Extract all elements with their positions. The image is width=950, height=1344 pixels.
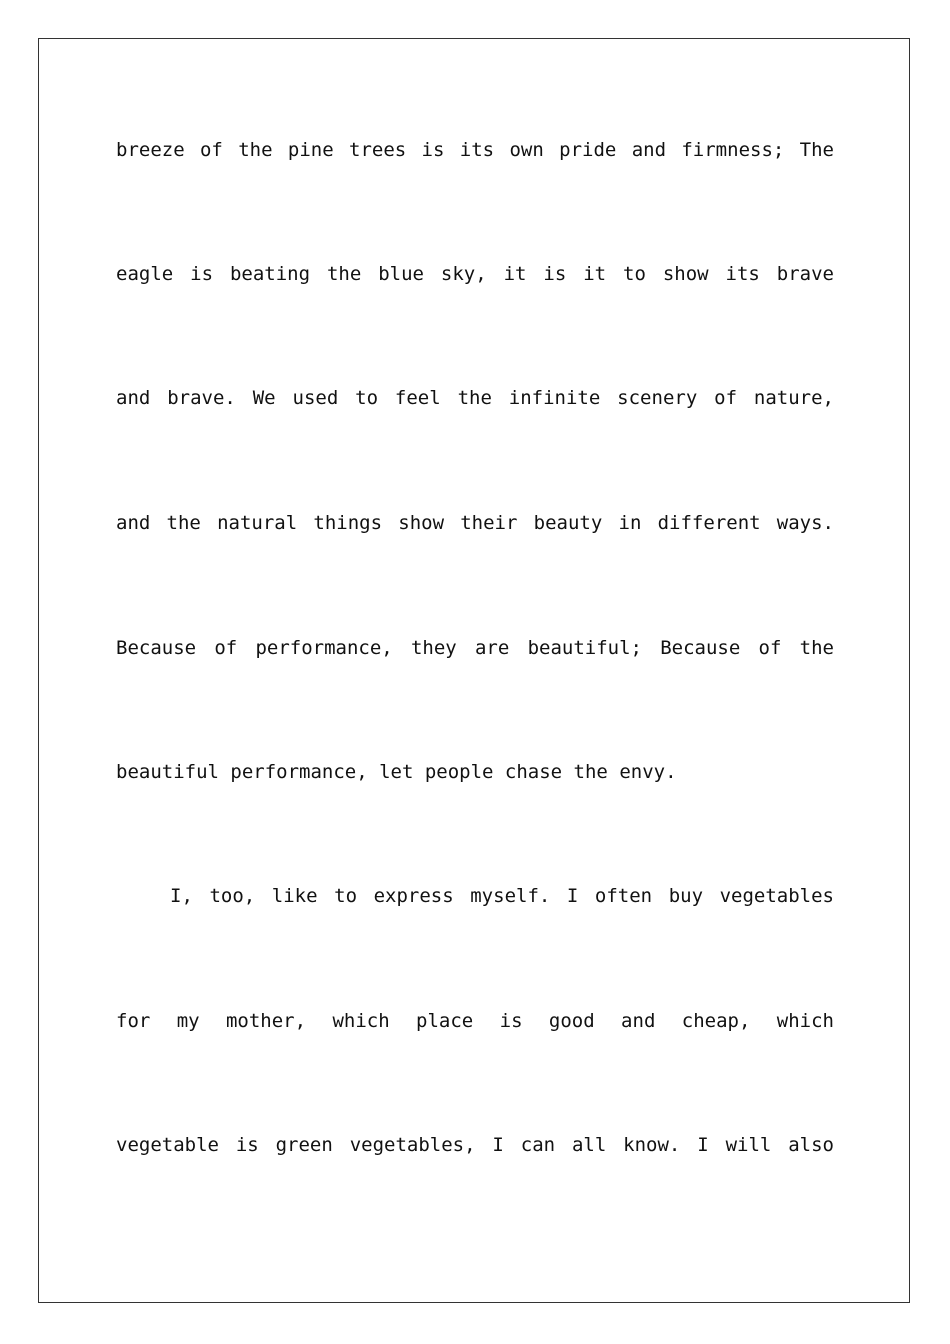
body-text-line: and brave. We used to feel the infinite scenery of nature, [116,387,834,409]
page-frame [38,38,910,1303]
body-text-line: beautiful performance, let people chase the envy. [116,761,677,783]
body-text-line: and the natural things show their beauty in different ways. [116,512,834,534]
paragraph-first-line: I, too, like to express myself. I often buy vegetables [170,885,834,907]
body-text-line: Because of performance, they are beautiful; Because of the [116,637,834,659]
body-text-line: breeze of the pine trees is its own pride and firmness; The [116,139,834,161]
body-text-line: vegetable is green vegetables, I can all know. I will also [116,1134,834,1156]
body-text-line: for my mother, which place is good and cheap, which [116,1010,834,1032]
body-text-line: eagle is beating the blue sky, it is it to show its brave [116,263,834,285]
